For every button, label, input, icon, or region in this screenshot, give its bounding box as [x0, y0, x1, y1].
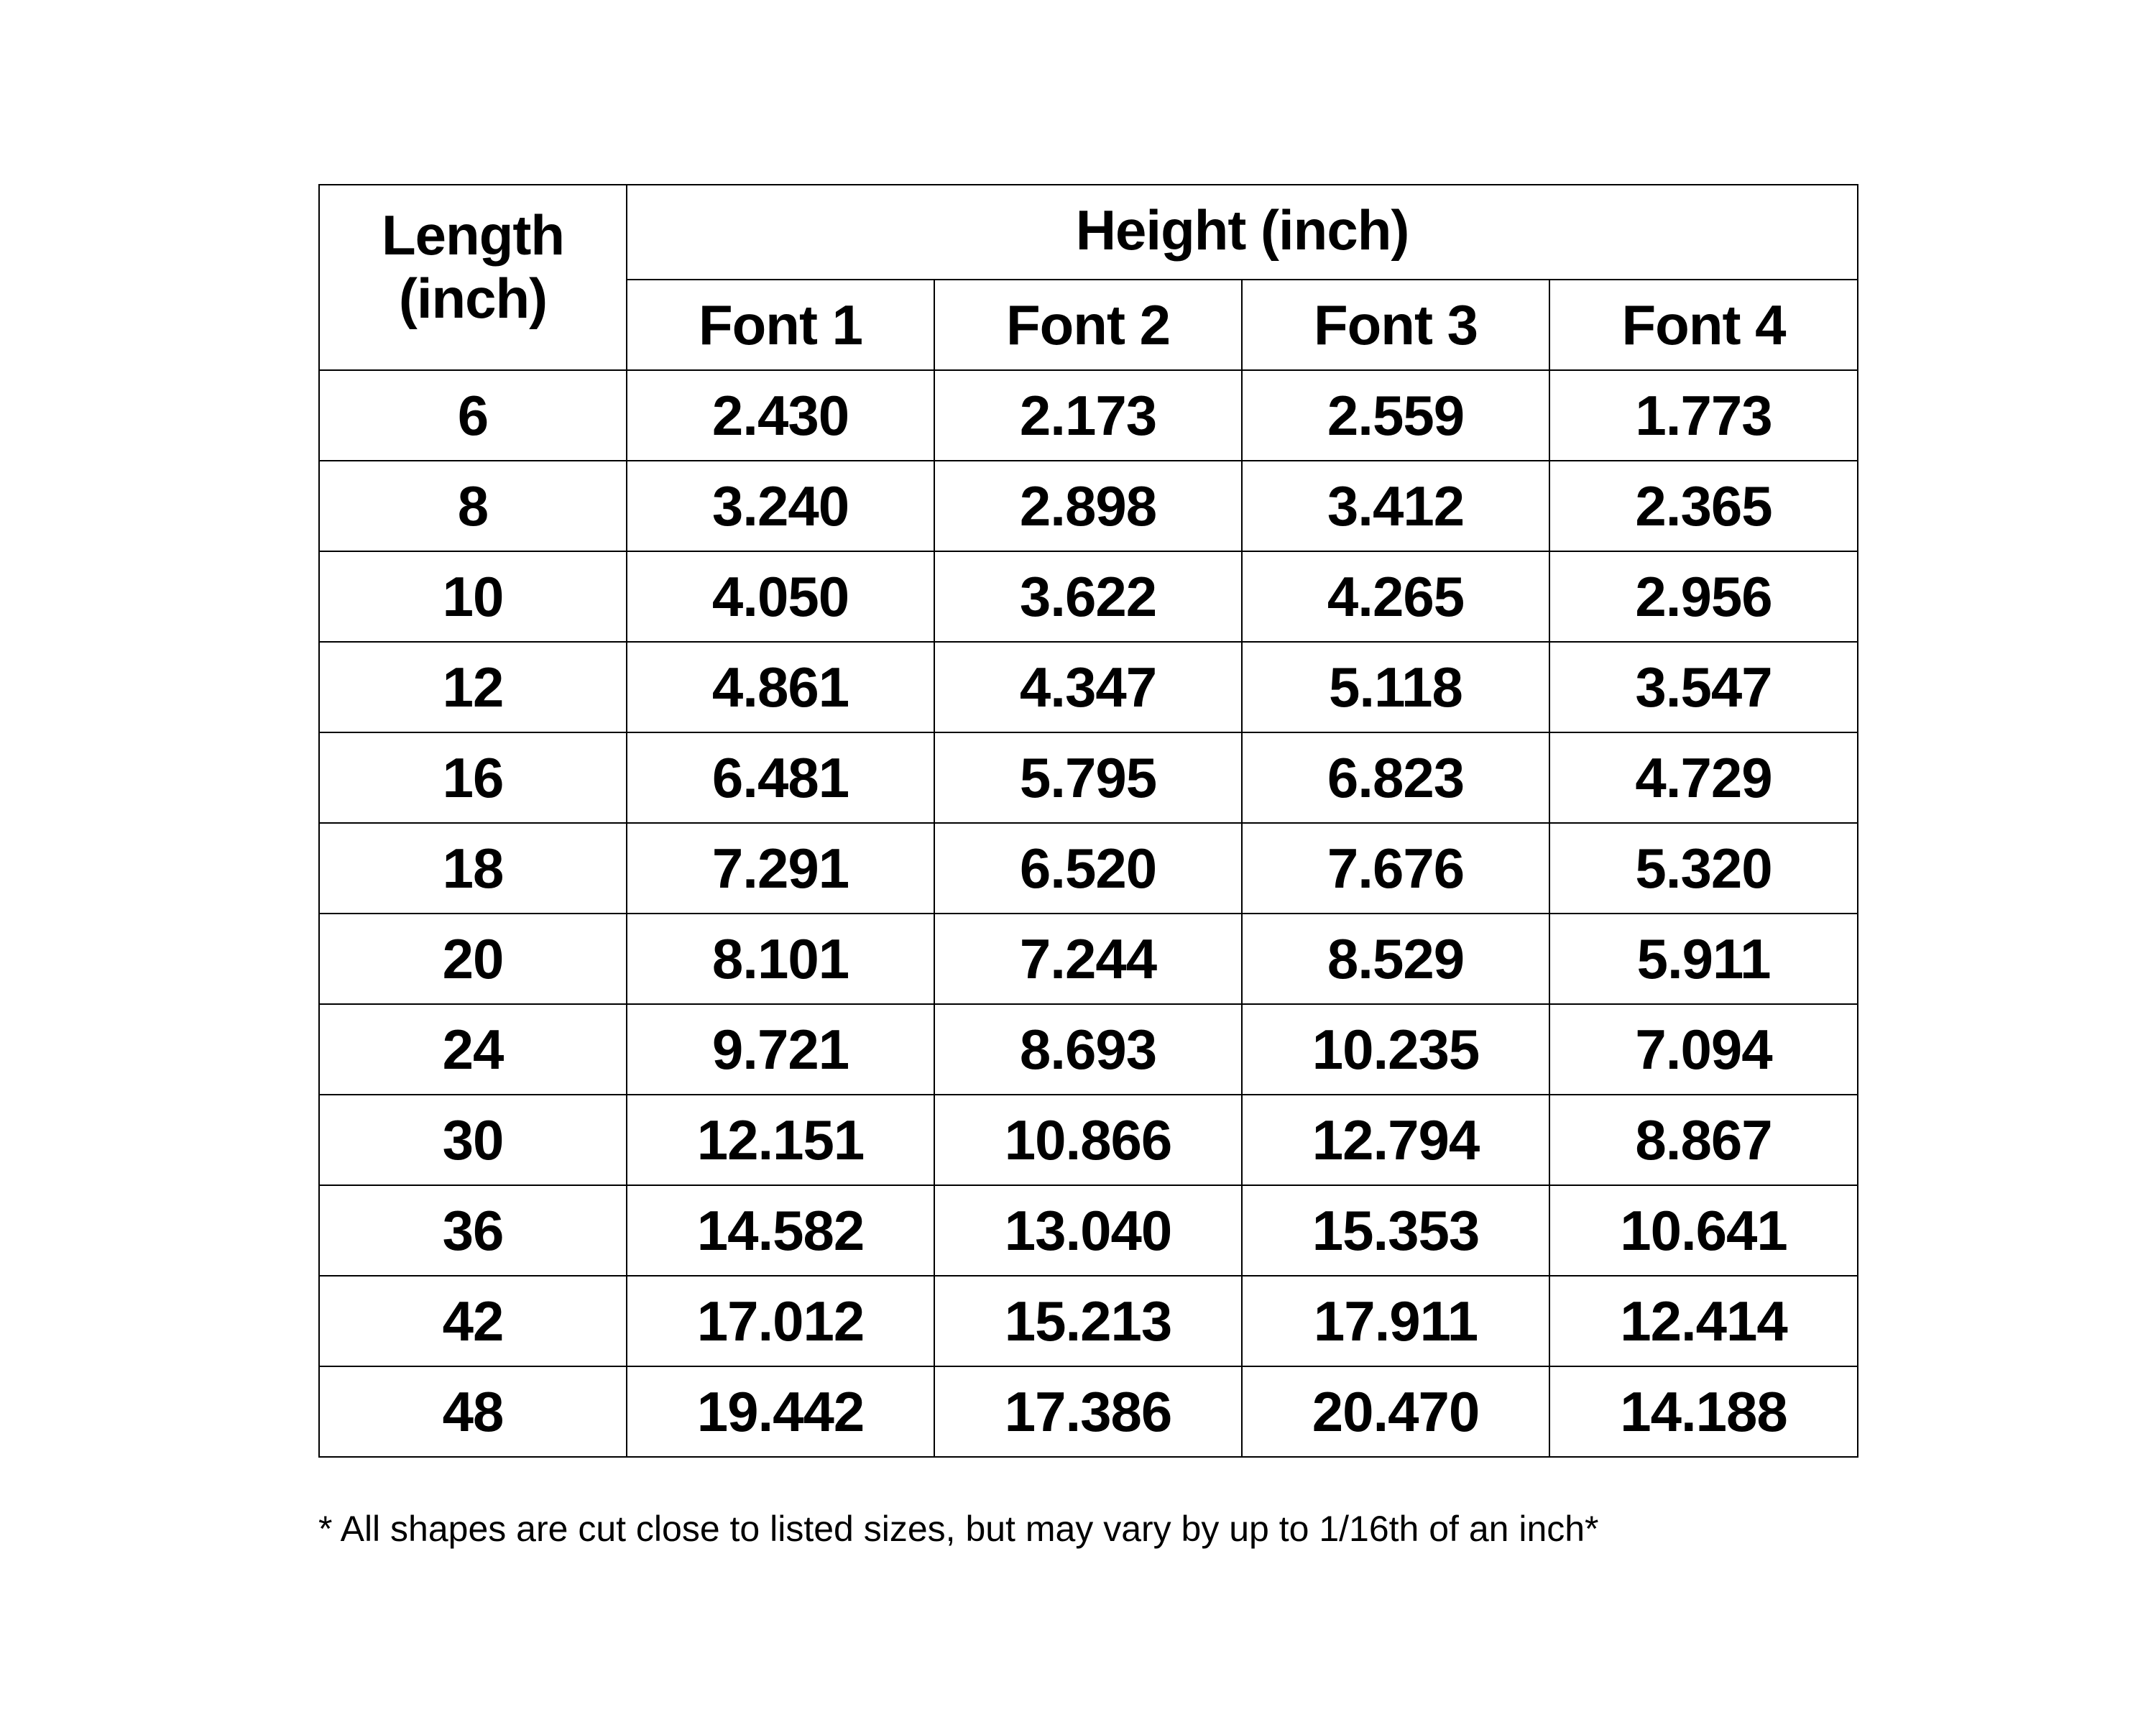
height-cell-font-1: 14.582 [627, 1185, 934, 1276]
length-cell: 20 [319, 914, 627, 1004]
height-cell-font-2: 13.040 [934, 1185, 1242, 1276]
height-cell-font-2: 6.520 [934, 823, 1242, 914]
height-cell-font-4: 10.641 [1549, 1185, 1858, 1276]
height-cell-font-1: 3.240 [627, 461, 934, 551]
height-cell-font-4: 4.729 [1549, 732, 1858, 823]
length-cell: 10 [319, 551, 627, 642]
height-cell-font-2: 4.347 [934, 642, 1242, 732]
height-cell-font-1: 4.050 [627, 551, 934, 642]
length-header-line1: Length [382, 203, 564, 267]
height-cell-font-3: 20.470 [1242, 1366, 1549, 1457]
height-cell-font-1: 4.861 [627, 642, 934, 732]
height-cell-font-4: 2.956 [1549, 551, 1858, 642]
length-cell: 16 [319, 732, 627, 823]
table-row [319, 370, 1858, 461]
height-cell-font-3: 7.676 [1242, 823, 1549, 914]
height-cell-font-1: 19.442 [627, 1366, 934, 1457]
height-cell-font-3: 3.412 [1242, 461, 1549, 551]
height-cell-font-3: 12.794 [1242, 1095, 1549, 1185]
height-cell-font-1: 17.012 [627, 1276, 934, 1366]
length-cell: 48 [319, 1366, 627, 1457]
length-column-header [319, 185, 627, 370]
height-cell-font-4: 5.320 [1549, 823, 1858, 914]
length-cell: 12 [319, 642, 627, 732]
font-4-header: Font 4 [1549, 280, 1858, 370]
length-cell: 36 [319, 1185, 627, 1276]
height-cell-font-1: 12.151 [627, 1095, 934, 1185]
table-row [319, 1095, 1858, 1185]
table-row [319, 551, 1858, 642]
size-chart-table [318, 184, 1858, 1458]
table-row [319, 1276, 1858, 1366]
height-cell-font-2: 17.386 [934, 1366, 1242, 1457]
height-cell-font-2: 15.213 [934, 1276, 1242, 1366]
height-cell-font-4: 5.911 [1549, 914, 1858, 1004]
height-cell-font-2: 7.244 [934, 914, 1242, 1004]
font-3-header: Font 3 [1242, 280, 1549, 370]
footnote: * All shapes are cut close to listed sizes, but may vary by up to 1/16th of an inch* [318, 1509, 1599, 1549]
height-cell-font-3: 2.559 [1242, 370, 1549, 461]
table-row [319, 732, 1858, 823]
height-cell-font-2: 2.173 [934, 370, 1242, 461]
table-row [319, 1366, 1858, 1457]
length-cell: 30 [319, 1095, 627, 1185]
height-cell-font-4: 1.773 [1549, 370, 1858, 461]
font-1-header: Font 1 [627, 280, 934, 370]
length-cell: 24 [319, 1004, 627, 1095]
height-cell-font-3: 15.353 [1242, 1185, 1549, 1276]
table-row [319, 914, 1858, 1004]
table-row [319, 461, 1858, 551]
height-cell-font-2: 8.693 [934, 1004, 1242, 1095]
height-cell-font-2: 5.795 [934, 732, 1242, 823]
height-cell-font-4: 12.414 [1549, 1276, 1858, 1366]
height-column-group-header: Height (inch) [627, 185, 1858, 280]
height-cell-font-4: 7.094 [1549, 1004, 1858, 1095]
height-cell-font-3: 17.911 [1242, 1276, 1549, 1366]
height-cell-font-4: 14.188 [1549, 1366, 1858, 1457]
height-cell-font-4: 3.547 [1549, 642, 1858, 732]
height-cell-font-3: 5.118 [1242, 642, 1549, 732]
height-cell-font-4: 2.365 [1549, 461, 1858, 551]
height-cell-font-3: 4.265 [1242, 551, 1549, 642]
table-row [319, 1004, 1858, 1095]
table-row [319, 642, 1858, 732]
height-cell-font-1: 2.430 [627, 370, 934, 461]
height-cell-font-3: 10.235 [1242, 1004, 1549, 1095]
height-cell-font-1: 6.481 [627, 732, 934, 823]
length-header-line2: (inch) [398, 267, 548, 330]
height-cell-font-2: 3.622 [934, 551, 1242, 642]
table-row [319, 823, 1858, 914]
height-cell-font-4: 8.867 [1549, 1095, 1858, 1185]
height-cell-font-1: 9.721 [627, 1004, 934, 1095]
height-cell-font-1: 7.291 [627, 823, 934, 914]
length-cell: 18 [319, 823, 627, 914]
length-cell: 42 [319, 1276, 627, 1366]
length-cell: 8 [319, 461, 627, 551]
table-row [319, 1185, 1858, 1276]
height-cell-font-2: 10.866 [934, 1095, 1242, 1185]
height-cell-font-1: 8.101 [627, 914, 934, 1004]
length-cell: 6 [319, 370, 627, 461]
font-2-header: Font 2 [934, 280, 1242, 370]
height-cell-font-3: 8.529 [1242, 914, 1549, 1004]
header-row-1 [319, 185, 1858, 280]
height-cell-font-2: 2.898 [934, 461, 1242, 551]
height-cell-font-3: 6.823 [1242, 732, 1549, 823]
